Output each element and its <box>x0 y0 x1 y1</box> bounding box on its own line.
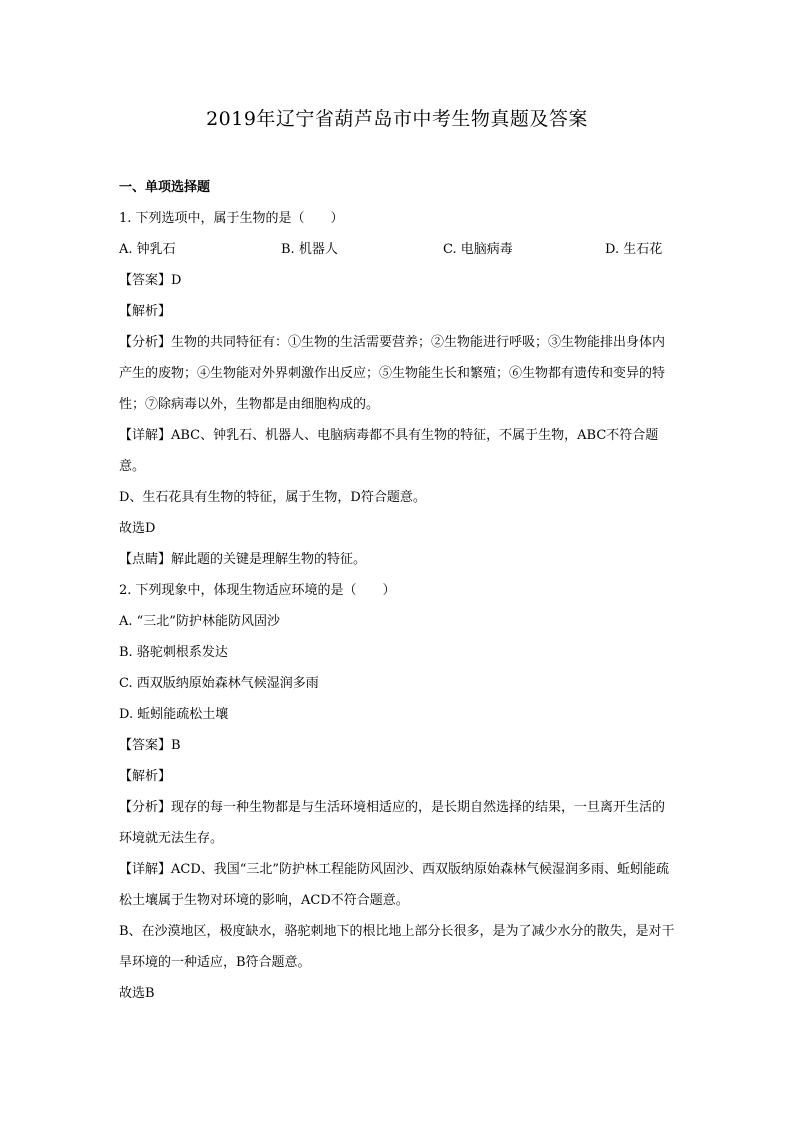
question-1-option-a: A. 钟乳石 <box>119 242 176 257</box>
question-1-xiangjie: 【详解】ABC、钟乳石、机器人、电脑病毒都不具有生物的特征，不属于生物，ABC不符合题意。 <box>119 428 659 474</box>
question-2 <box>119 575 675 1009</box>
question-2-option-a: A. “三北”防护林能防风固沙 <box>119 614 280 629</box>
question-2-option-b: B. 骆驼刺根系发达 <box>119 645 228 660</box>
question-1-option-c: C. 电脑病毒 <box>443 242 513 257</box>
question-2-option-c: C. 西双版纳原始森林气候湿润多雨 <box>119 676 319 691</box>
document-title: 2019年辽宁省葫芦岛市中考生物真题及答案 <box>206 108 588 130</box>
question-2-answer: 【答案】B <box>119 738 181 753</box>
question-2-fenxi: 【分析】现存的每一种生物都是与生活环境相适应的，是长期自然选择的结果，一旦离开生活的环境就无法生存。 <box>119 800 666 846</box>
question-1-option-d: D. 生石花 <box>605 242 663 257</box>
question-1-options <box>119 234 675 265</box>
question-1 <box>119 203 675 575</box>
question-1-stem: 1. 下列选项中，属于生物的是（ ） <box>119 211 344 226</box>
question-1-conclusion: 故选D <box>119 521 156 536</box>
section-heading: 一、单项选择题 <box>119 180 211 195</box>
question-2-stem: 2. 下列现象中，体现生物适应环境的是（ ） <box>119 583 396 598</box>
document-body <box>119 172 675 1009</box>
question-1-answer: 【答案】D <box>119 273 182 288</box>
question-2-xiangjie: 【详解】ACD、我国“三北”防护林工程能防风固沙、西双版纳原始森林气候湿润多雨、蚯蚓能疏松土壤属于生物对环境的影响，ACD不符合题意。 <box>119 862 670 908</box>
question-1-fenxi: 【分析】生物的共同特征有：①生物的生活需要营养；②生物能进行呼吸；③生物能排出身体内产生的废物；④生物能对外界刺激作出反应；⑤生物能生长和繁殖；⑥生物都有遗传和变异的特性；⑦除病毒以外，生物都是由细胞构成的。 <box>119 335 666 412</box>
question-1-analysis-label: 【解析】 <box>119 304 172 319</box>
question-2-option-d: D. 蚯蚓能疏松土壤 <box>119 707 229 722</box>
question-2-conclusion: 故选B <box>119 986 155 1001</box>
question-1-dianjing: 【点睛】解此题的关键是理解生物的特征。 <box>119 552 367 567</box>
question-2-detail-b: B、在沙漠地区，极度缺水，骆驼刺地下的根比地上部分长很多，是为了减少水分的散失，是对干旱环境的一种适应，B符合题意。 <box>119 924 675 970</box>
question-2-analysis-label: 【解析】 <box>119 769 172 784</box>
question-1-detail-d: D、生石花具有生物的特征，属于生物，D符合题意。 <box>119 490 426 505</box>
question-1-option-b: B. 机器人 <box>281 242 338 257</box>
